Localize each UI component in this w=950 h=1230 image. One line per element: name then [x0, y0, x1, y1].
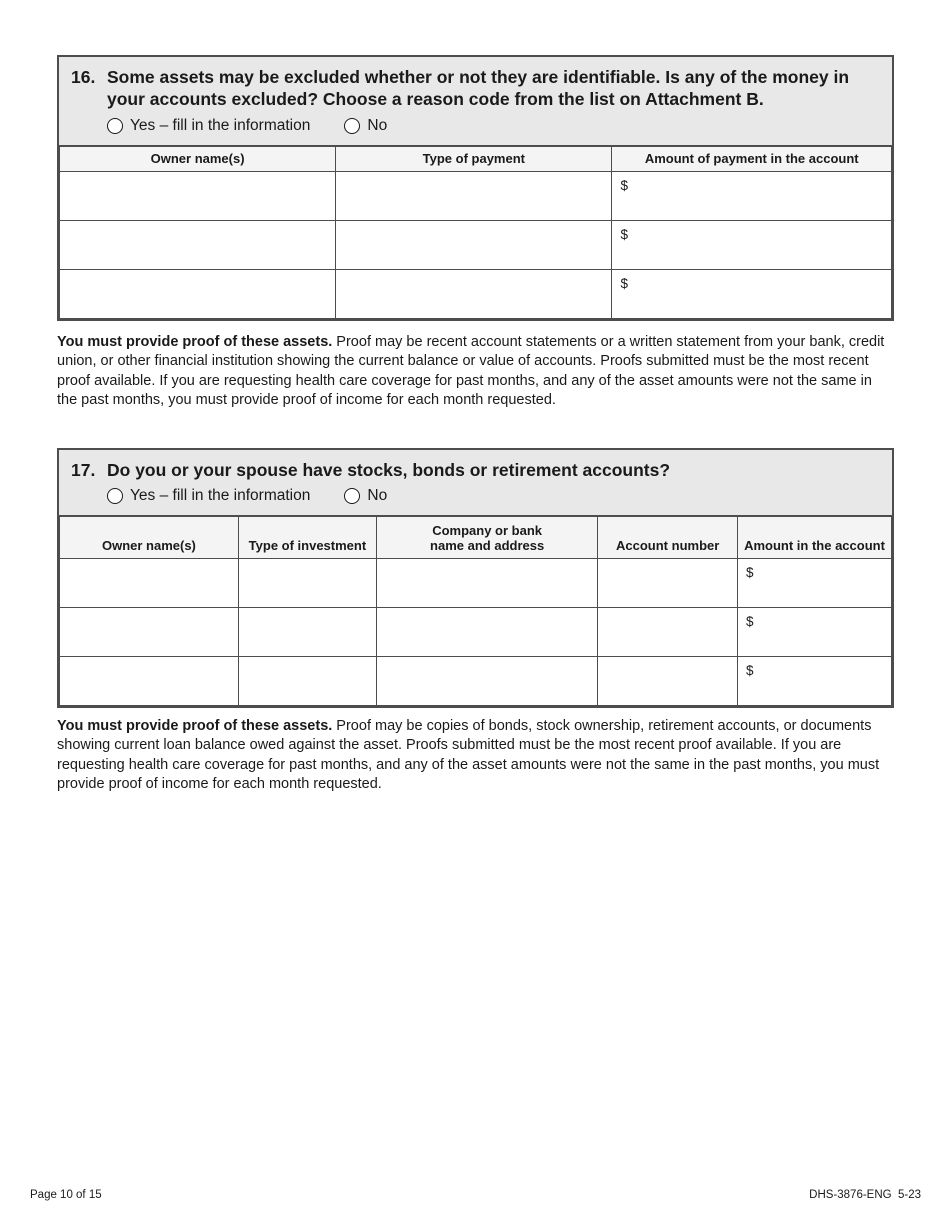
question-16-yes-label: Yes – fill in the information: [130, 116, 311, 134]
proof-note-16: [57, 333, 894, 410]
question-17-section: [57, 448, 894, 708]
question-17-no-option[interactable]: [344, 487, 387, 505]
amount-field[interactable]: [738, 608, 892, 657]
owner-name-field[interactable]: [60, 559, 239, 608]
radio-yes-icon[interactable]: [107, 118, 123, 134]
question-16-no-label: No: [367, 116, 388, 134]
currency-symbol: $: [746, 663, 754, 679]
type-of-investment-field[interactable]: [238, 559, 376, 608]
owner-name-field[interactable]: [60, 269, 336, 318]
currency-symbol: $: [746, 614, 754, 630]
col-header-owner-name: Owner name(s): [60, 146, 336, 171]
amount-field[interactable]: [612, 220, 892, 269]
account-number-field[interactable]: [598, 559, 738, 608]
question-17-header: [59, 450, 892, 516]
question-16-yes-option[interactable]: [107, 117, 310, 135]
owner-name-field[interactable]: [60, 220, 336, 269]
table-row: [60, 559, 892, 608]
table-row: [60, 269, 892, 318]
type-of-investment-field[interactable]: [238, 657, 376, 706]
question-16-section: [57, 55, 894, 321]
account-number-field[interactable]: [598, 657, 738, 706]
account-number-field[interactable]: [598, 608, 738, 657]
col-header-amount-of-payment: Amount of payment in the account: [612, 146, 892, 171]
owner-name-field[interactable]: [60, 657, 239, 706]
question-17-options: [107, 487, 880, 505]
question-17-no-label: No: [367, 487, 388, 505]
table-row: [60, 220, 892, 269]
proof-note-17-body: Proof may be copies of bonds, stock ownership, retirement accounts, or documents showing current loan balance owed against the asset. Proofs submitted must be the most recent proof available. If you are requesting health care coverage for past months, and any of the asset amounts were not the same in the past months, you must provide proof of income for each month requested.: [57, 718, 880, 792]
radio-yes-icon[interactable]: [107, 488, 123, 504]
type-of-investment-field[interactable]: [238, 608, 376, 657]
amount-field[interactable]: [738, 559, 892, 608]
question-17-number: 17.: [71, 460, 96, 480]
proof-note-17-lead: You must provide proof of these assets.: [57, 718, 333, 734]
question-16-options: [107, 117, 880, 135]
owner-name-field[interactable]: [60, 608, 239, 657]
proof-note-16-lead: You must provide proof of these assets.: [57, 334, 333, 350]
investments-table: [59, 516, 892, 706]
currency-symbol: $: [620, 275, 628, 291]
radio-no-icon[interactable]: [344, 118, 360, 134]
radio-no-icon[interactable]: [344, 488, 360, 504]
type-of-payment-field[interactable]: [336, 269, 612, 318]
type-of-payment-field[interactable]: [336, 171, 612, 220]
form-number: DHS-3876-ENG 5-23: [809, 1189, 921, 1201]
company-or-bank-field[interactable]: [376, 657, 597, 706]
owner-name-field[interactable]: [60, 171, 336, 220]
question-16-header: [59, 57, 892, 146]
excluded-assets-table: [59, 146, 892, 319]
amount-field[interactable]: [612, 171, 892, 220]
proof-note-16-body: Proof may be recent account statements or a written statement from your bank, credit union, or other financial institution showing the current balance or value of accounts. Proofs submitted must be the most recent proof available. If you are requesting health care coverage for past months, and any of the asset amounts were not the same in the past months, you must provide proof of income for each month requested.: [57, 334, 885, 408]
currency-symbol: $: [620, 226, 628, 242]
proof-note-17: [57, 717, 894, 794]
table-row: [60, 608, 892, 657]
question-16-no-option[interactable]: [344, 117, 387, 135]
table-header-row: [60, 517, 892, 559]
company-or-bank-field[interactable]: [376, 608, 597, 657]
col-header-type-of-investment: Type of investment: [238, 517, 376, 559]
table-row: [60, 171, 892, 220]
table-header-row: [60, 146, 892, 171]
page-number: Page 10 of 15: [30, 1189, 102, 1201]
col-header-owner-name: Owner name(s): [60, 517, 239, 559]
question-17-yes-option[interactable]: [107, 487, 310, 505]
col-header-account-number: Account number: [598, 517, 738, 559]
currency-symbol: $: [746, 565, 754, 581]
company-or-bank-field[interactable]: [376, 559, 597, 608]
amount-field[interactable]: [612, 269, 892, 318]
question-16-number: 16.: [71, 67, 96, 87]
type-of-payment-field[interactable]: [336, 220, 612, 269]
question-17-yes-label: Yes – fill in the information: [130, 487, 311, 505]
question-17-text: Do you or your spouse have stocks, bonds or retirement accounts?: [107, 460, 671, 480]
currency-symbol: $: [620, 177, 628, 193]
question-16-text: Some assets may be excluded whether or not they are identifiable. Is any of the money in your accounts excluded? Choose a reason code from the list on Attachment B.: [107, 67, 850, 110]
table-row: [60, 657, 892, 706]
col-header-type-of-payment: Type of payment: [336, 146, 612, 171]
col-header-company-or-bank: Company or bank name and address: [376, 517, 597, 559]
amount-field[interactable]: [738, 657, 892, 706]
col-header-amount-in-account: Amount in the account: [738, 517, 892, 559]
